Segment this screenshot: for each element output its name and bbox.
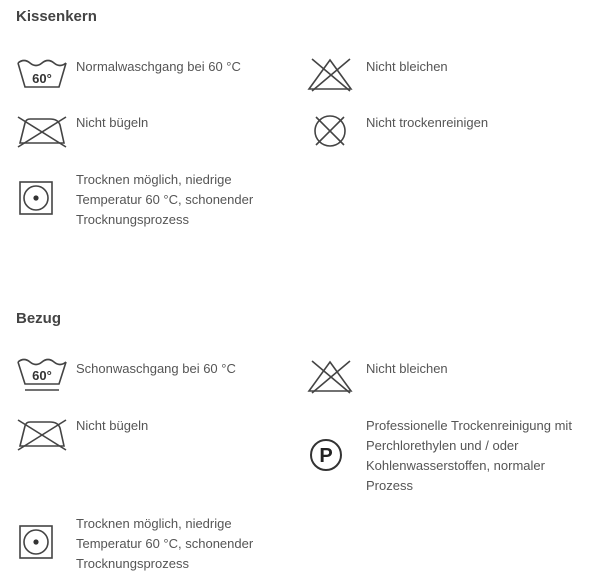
care-item-no-iron [16,414,148,454]
section-title-kissenkern: Kissenkern [16,8,97,25]
care-label: Trocknen möglich, niedrige Temperatur 60 °C, schonender Trocknungsprozess [76,172,254,227]
no-dry-clean-icon [306,111,362,151]
wash-60-icon [16,55,72,95]
no-iron-icon [16,414,72,454]
care-label: Nicht bleichen [366,59,448,74]
care-item-no-dry-clean [306,111,488,151]
care-label: Nicht bügeln [76,115,149,130]
care-label: Normalwaschgang bei 60 °C [76,59,241,74]
care-item-no-iron [16,111,148,151]
care-item-tumble-dry [16,512,286,574]
care-item-no-bleach [306,357,448,397]
svg-text:60°: 60° [32,71,52,86]
tumble-dry-low-icon [16,168,72,228]
care-item-wash-60 [16,55,241,95]
care-label: Trocknen möglich, niedrige Temperatur 60 °C, schonender Trocknungsprozess [76,516,254,571]
section-title-bezug: Bezug [16,310,61,327]
no-bleach-icon [306,55,362,95]
care-label: Nicht bleichen [366,361,448,376]
professional-dry-clean-p-icon [306,414,362,496]
gentle-wash-60-icon [16,357,72,397]
no-iron-icon [16,111,72,151]
tumble-dry-low-icon [16,512,72,572]
care-item-tumble-dry [16,168,286,230]
svg-text:60°: 60° [32,368,52,383]
no-bleach-icon [306,357,362,397]
care-label: Professionelle Trockenreinigung mit Perchlorethylen und / oder Kohlenwasserstoffen, normaler Prozess [366,418,572,493]
care-label: Nicht trockenreinigen [366,115,489,130]
care-label: Nicht bügeln [76,418,149,433]
care-item-professional-dry-clean [306,414,586,496]
care-label: Schonwaschgang bei 60 °C [76,361,236,376]
care-item-no-bleach [306,55,448,95]
care-item-gentle-wash-60 [16,357,236,397]
svg-text:P: P [319,445,333,467]
